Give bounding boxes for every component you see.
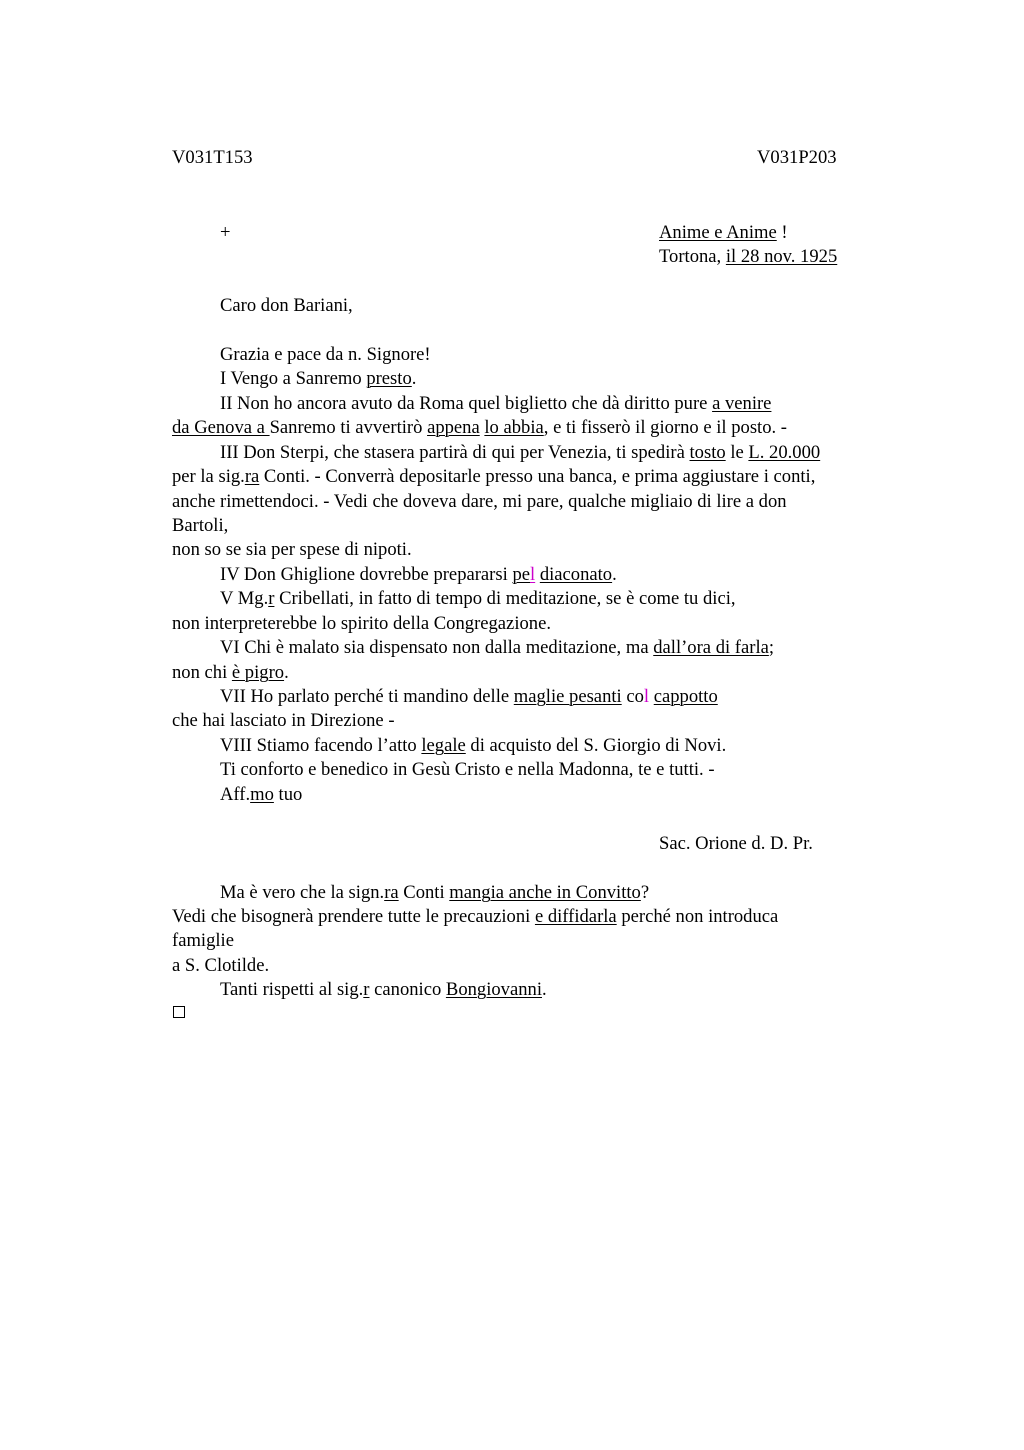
postscript-line-4: a S. Clotilde.	[172, 955, 270, 976]
item-iii-line-2: per la sig.ra Conti. - Converrà depositarle presso una banca, e prima aggiustare i conti,	[172, 466, 816, 487]
item-vi-line-2: non chi è pigro.	[172, 662, 289, 683]
item-viii: VIII Stiamo facendo l’atto legale di acquisto del S. Giorgio di Novi.	[220, 735, 727, 756]
postscript-line-1: Ma è vero che la sign.ra Conti mangia anche in Convitto?	[220, 882, 650, 903]
cross-mark: +	[220, 222, 231, 243]
item-iv: IV Don Ghiglione dovrebbe prepararsi pel diaconato.	[220, 564, 617, 585]
postscript-line-3: famiglie	[172, 930, 234, 951]
signature: Sac. Orione d. D. Pr.	[659, 833, 813, 854]
item-v-line-1: V Mg.r Cribellati, in fatto di tempo di meditazione, se è come tu dici,	[220, 588, 736, 609]
item-vi-line-1: VI Chi è malato sia dispensato non dalla meditazione, ma dall’ora di farla;	[220, 637, 775, 658]
end-square-icon	[173, 1006, 185, 1018]
document-code-left: V031T153	[172, 147, 253, 168]
place-date: Tortona, il 28 nov. 1925	[659, 246, 838, 267]
motto: Anime e Anime !	[659, 222, 788, 243]
item-vii-line-1: VII Ho parlato perché ti mandino delle maglie pesanti col cappotto	[220, 686, 718, 707]
item-vii-line-2: che hai lasciato in Direzione -	[172, 710, 395, 731]
item-iii-line-5: non so se sia per spese di nipoti.	[172, 539, 412, 560]
document-code-right: V031P203	[757, 147, 837, 168]
postscript-line-5: Tanti rispetti al sig.r canonico Bongiovanni.	[220, 979, 547, 1000]
item-iii-line-1: III Don Sterpi, che stasera partirà di qui per Venezia, ti spedirà tosto le L. 20.000	[220, 442, 821, 463]
item-ii-line-1: II Non ho ancora avuto da Roma quel biglietto che dà diritto pure a venire	[220, 393, 772, 414]
item-iii-line-4: Bartoli,	[172, 515, 229, 536]
item-i: I Vengo a Sanremo presto.	[220, 368, 417, 389]
item-v-line-2: non interpreterebbe lo spirito della Congregazione.	[172, 613, 551, 634]
closing-blessing: Ti conforto e benedico in Gesù Cristo e nella Madonna, te e tutti. -	[220, 759, 715, 780]
closing-aff: Aff.mo tuo	[220, 784, 303, 805]
item-iii-line-3: anche rimettendoci. - Vedi che doveva dare, mi pare, qualche migliaio di lire a don	[172, 491, 787, 512]
item-ii-line-2: da Genova a Sanremo ti avvertirò appena lo abbia, e ti fisserò il giorno e il posto. -	[172, 417, 788, 438]
salutation: Caro don Bariani,	[220, 295, 353, 316]
greeting: Grazia e pace da n. Signore!	[220, 344, 431, 365]
postscript-line-2: Vedi che bisognerà prendere tutte le precauzioni e diffidarla perché non introduca	[172, 906, 779, 927]
